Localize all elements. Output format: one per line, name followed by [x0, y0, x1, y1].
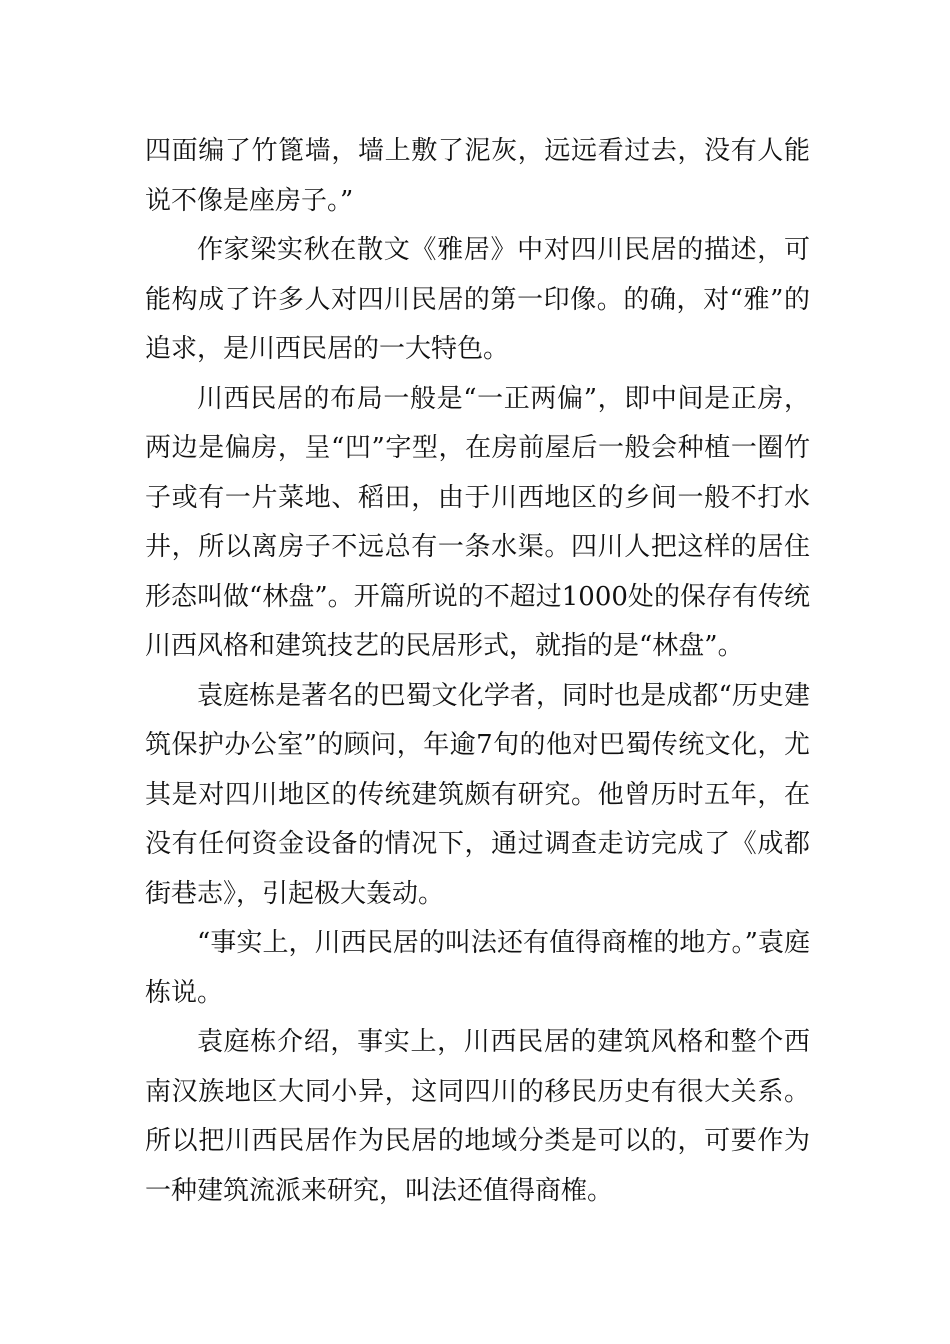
paragraph-2: 作家梁实秋在散文《雅居》中对四川民居的描述，可能构成了许多人对四川民居的第一印像。的确，对“雅”的追求，是川西民居的一大特色。: [145, 235, 810, 364]
paragraph-5: “事实上，川西民居的叫法还有值得商榷的地方。”袁庭栋说。: [145, 928, 810, 1008]
paragraph-3: 川西民居的布局一般是“一正两偏”，即中间是正房，两边是偏房，呈“凹”字型，在房前屋后一般会种植一圈竹子或有一片菜地、稻田，由于川西地区的乡间一般不打水井，所以离房子不远总有一条水渠。四川人把这样的居住形态叫做“林盘”。开篇所说的不超过1000处的保存有传统川西风格和建筑技艺的民居形式，就指的是“林盘”。: [145, 383, 810, 661]
paragraph-6: 袁庭栋介绍，事实上，川西民居的建筑风格和整个西南汉族地区大同小异，这同四川的移民历史有很大关系。所以把川西民居作为民居的地域分类是可以的，可要作为一种建筑流派来研究，叫法还值得商榷。: [145, 1027, 810, 1206]
document-page: [145, 127, 810, 1216]
paragraph-4: 袁庭栋是著名的巴蜀文化学者，同时也是成都“历史建筑保护办公室”的顾问，年逾7旬的他对巴蜀传统文化，尤其是对四川地区的传统建筑颇有研究。他曾历时五年，在没有任何资金设备的情况下，通过调查走访完成了《成都街巷志》，引起极大轰动。: [145, 680, 810, 909]
paragraph-1: 四面编了竹篦墙，墙上敷了泥灰，远远看过去，没有人能说不像是座房子。”: [145, 136, 810, 216]
